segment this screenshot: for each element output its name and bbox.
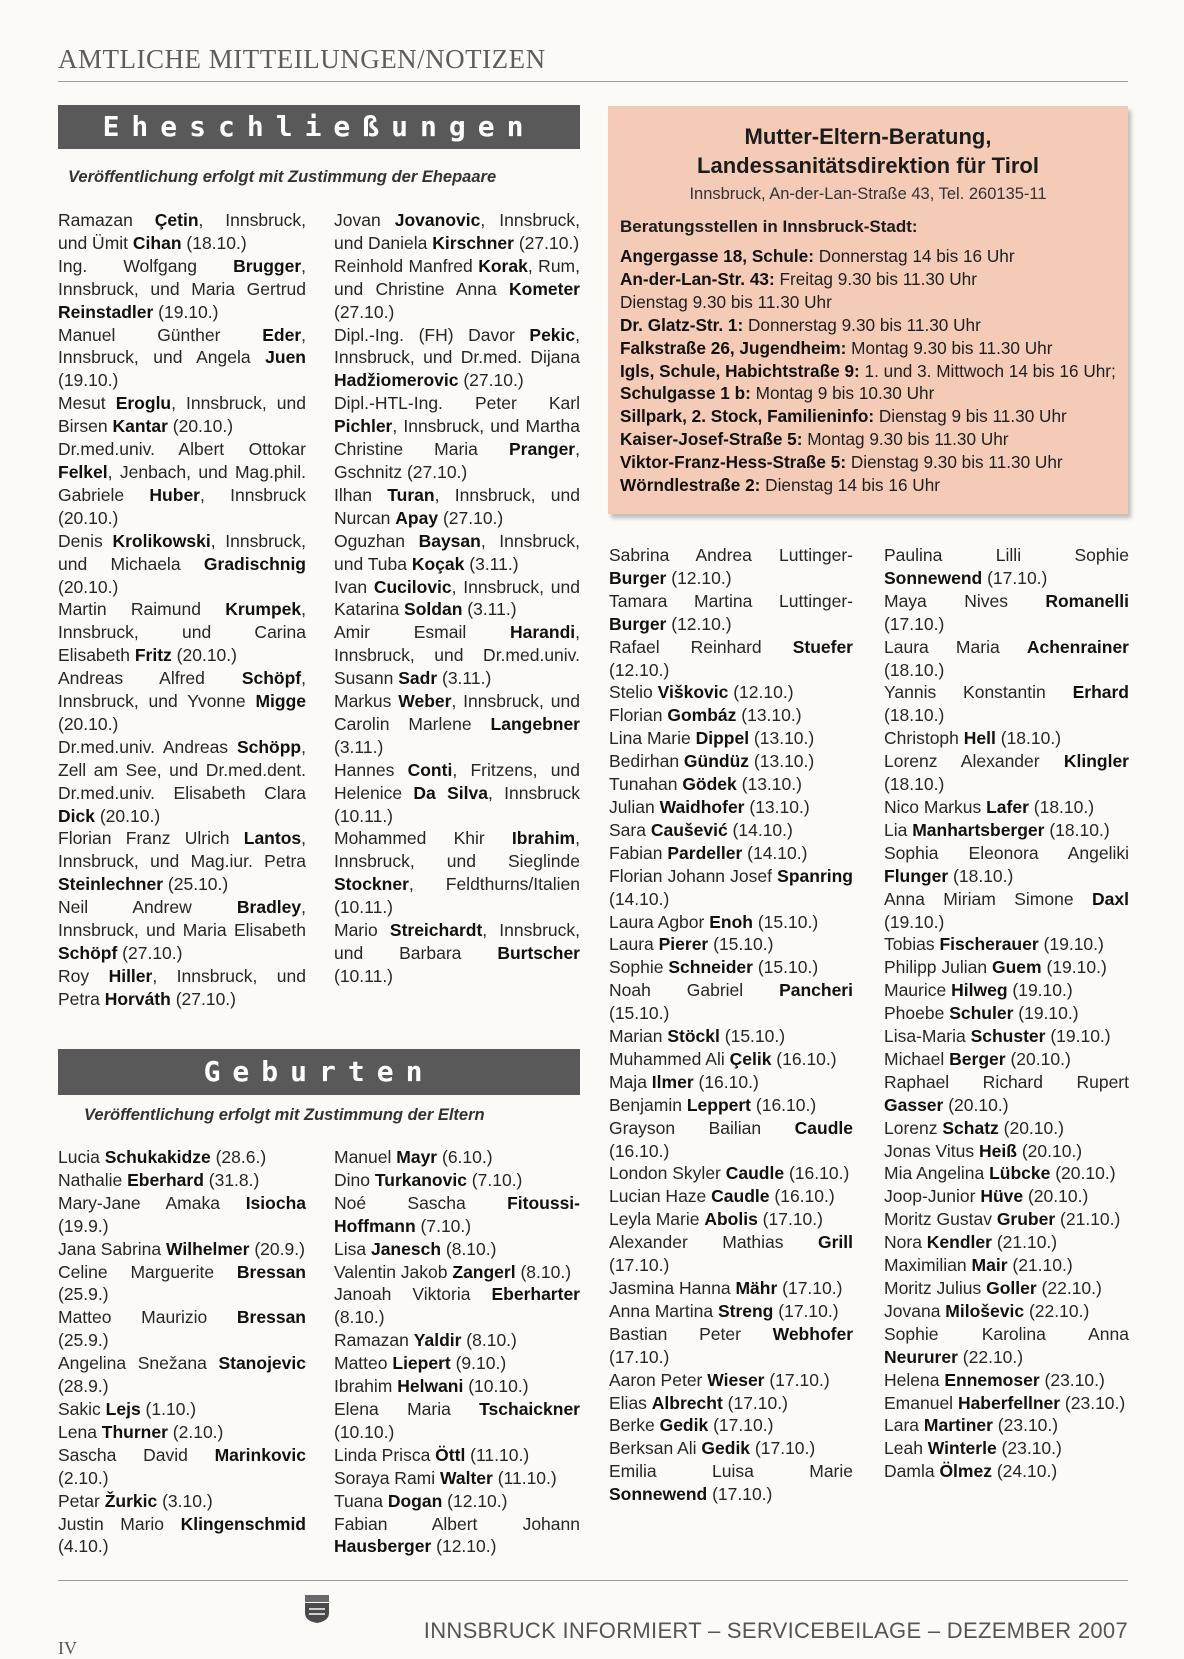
entry: Nathalie Eberhard (31.8.) [58,1169,260,1190]
entry: Joop-Junior Hüve (20.10.) [884,1186,1089,1207]
entry: Damla Ölmez (24.10.) [884,1461,1058,1482]
entry: Andreas Alfred Schöpf, Innsbruck, und Yvonne Migge (20.10.) [58,668,306,734]
entry: Ramazan Yaldir (8.10.) [334,1330,517,1351]
entry: Mary-Jane Amaka Isiocha (19.9.) [58,1192,306,1236]
footer-publication: INNSBRUCK INFORMIERT – SERVICEBEILAGE – DEZEMBER 2007 [423,1618,1128,1643]
entry: Sascha David Marinkovic (2.10.) [58,1444,306,1488]
page-number: IV [58,1638,77,1658]
entry: Laura Maria Achenrainer (18.10.) [884,636,1129,680]
entry: Lara Martiner (23.10.) [884,1415,1059,1436]
entry: Mia Angelina Lübcke (20.10.) [884,1163,1116,1184]
entry: Elias Albrecht (17.10.) [609,1392,788,1413]
page-header: AMTLICHE MITTEILUNGEN/NOTIZEN [58,44,546,74]
births-subtitle: Veröffentlichung erfolgt mit Zustimmung der Eltern [84,1106,485,1124]
births-column-4 [884,544,1129,1483]
entry: Bastian Peter Webhofer (17.10.) [609,1323,853,1367]
location: Kaiser-Josef-Straße 5: Montag 9.30 bis 11.30 Uhr [620,429,1009,450]
entry: Markus Weber, Innsbruck, und Carolin Marlene Langebner (3.11.) [334,691,580,757]
entry: Dr.med.univ. Albert Ottokar Felkel, Jenbach, und Mag.phil. Gabriele Huber, Innsbruck (20.10.) [58,439,306,528]
entry: Florian Johann Josef Spanring (14.10.) [609,865,853,909]
births-banner [58,1049,580,1095]
location: Angergasse 18, Schule: Donnerstag 14 bis 16 Uhr [620,246,1015,266]
marriages-column-2 [334,209,580,988]
births-title: Geburten [203,1055,435,1088]
births-column-1 [58,1146,306,1558]
entry: Phoebe Schuler (19.10.) [884,1003,1079,1024]
entry: Benjamin Leppert (16.10.) [609,1094,817,1115]
entry: Tamara Martina Luttinger-Burger (12.10.) [609,590,853,634]
entry: Celine Marguerite Bressan (25.9.) [58,1261,306,1305]
marriages-subtitle: Veröffentlichung erfolgt mit Zustimmung der Ehepaare [68,168,497,186]
location: Igls, Schule, Habichtstraße 9: 1. und 3. Mittwoch 14 bis 16 Uhr; Schulgasse 1 b: Montag 9 bis 10.30 Uhr [620,360,1116,404]
entry: Anna Martina Streng (17.10.) [609,1300,839,1321]
entry: Aaron Peter Wieser (17.10.) [609,1369,830,1390]
entry: Justin Mario Klingenschmid (4.10.) [58,1513,306,1557]
entry: Raphael Richard Rupert Gasser (20.10.) [884,1071,1129,1115]
entry: Sophie Schneider (15.10.) [609,957,819,978]
entry: Dino Turkanovic (7.10.) [334,1169,523,1190]
entry: Emanuel Haberfellner (23.10.) [884,1392,1126,1413]
entry: Stelio Viškovic (12.10.) [609,682,794,703]
entry: Berke Gedik (17.10.) [609,1415,774,1436]
entry: Paulina Lilli Sophie Sonnewend (17.10.) [884,545,1129,588]
marriages-title: Eheschließungen [102,110,536,143]
entry: Amir Esmail Harandi, Innsbruck, und Dr.med.univ. Susann Sadr (3.11.) [334,622,580,689]
entry: Sophie Karolina Anna Neururer (22.10.) [884,1323,1129,1367]
entry: Tuana Dogan (12.10.) [334,1490,508,1511]
entry: Martin Raimund Krumpek, Innsbruck, und Carina Elisabeth Fritz (20.10.) [58,599,306,666]
entry: Lucia Schukakidze (28.6.) [58,1147,267,1167]
location: Sillpark, 2. Stock, Familieninfo: Dienstag 9 bis 11.30 Uhr [620,406,1067,427]
entry: Tunahan Gödek (13.10.) [609,774,802,795]
entry: Jovana Miloševic (22.10.) [884,1300,1090,1321]
entry: Valentin Jakob Zangerl (8.10.) [334,1261,572,1282]
entry: Maya Nives Romanelli (17.10.) [884,590,1129,634]
entry: Sabrina Andrea Luttinger-Burger (12.10.) [609,545,853,588]
entry: Angelina Snežana Stanojevic (28.9.) [58,1353,306,1397]
entry: Ilhan Turan, Innsbruck, und Nurcan Apay (27.10.) [334,484,580,528]
entry: Dipl.-Ing. (FH) Davor Pekic, Innsbruck, und Dr.med. Dijana Hadžiomerovic (27.10.) [334,324,580,391]
entry: Maja Ilmer (16.10.) [609,1071,759,1092]
footer-rule [58,1580,1128,1581]
location: Falkstraße 26, Jugendheim: Montag 9.30 bis 11.30 Uhr [620,337,1053,358]
entry: Laura Pierer (15.10.) [609,934,774,955]
city-crest-icon [304,1594,330,1624]
entry: Christoph Hell (18.10.) [884,728,1062,749]
entry: Fabian Albert Johann Hausberger (12.10.) [334,1513,580,1557]
counseling-title: Mutter-Eltern-Beratung, Landessanitätsdirektion für Tirol [697,124,1039,178]
entry: Dr.med.univ. Andreas Schöpp, Zell am See, und Dr.med.dent. Dr.med.univ. Elisabeth Clara Dick (20.10.) [58,736,306,826]
entry: Roy Hiller, Innsbruck, und Petra Horváth (27.10.) [58,965,306,1009]
entry: Yannis Konstantin Erhard (18.10.) [884,682,1129,726]
entry: Lena Thurner (2.10.) [58,1421,224,1442]
entry: Noé Sascha Fitoussi-Hoffmann (7.10.) [334,1192,580,1236]
entry: Berksan Ali Gedik (17.10.) [609,1438,816,1459]
location: An-der-Lan-Str. 43: Freitag 9.30 bis 11.30 Uhr Dienstag 9.30 bis 11.30 Uhr [620,268,977,312]
entry: Jasmina Hanna Mähr (17.10.) [609,1278,843,1298]
entry: Leyla Marie Abolis (17.10.) [609,1209,823,1230]
entry: Janoah Viktoria Eberharter (8.10.) [334,1284,580,1328]
location: Dr. Glatz-Str. 1: Donnerstag 9.30 bis 11.30 Uhr [620,314,981,335]
entry: Sophia Eleonora Angeliki Flunger (18.10.) [884,842,1129,886]
entry: Linda Prisca Öttl (11.10.) [334,1444,530,1465]
counseling-address: Innsbruck, An-der-Lan-Straße 43, Tel. 260135-11 [689,185,1047,203]
entry: Fabian Pardeller (14.10.) [609,842,808,863]
entry: Mesut Eroglu, Innsbruck, und Birsen Kantar (20.10.) [58,393,306,437]
entry: Jonas Vitus Heiß (20.10.) [884,1140,1083,1161]
header-rule [58,81,1128,82]
entry: Maurice Hilweg (19.10.) [884,980,1073,1001]
entry: Oguzhan Baysan, Innsbruck, und Tuba Koçak (3.11.) [334,530,580,574]
entry: Mario Streichardt, Innsbruck, und Barbara Burtscher (10.11.) [334,920,580,986]
entry: Denis Krolikowski, Innsbruck, und Michaela Gradischnig (20.10.) [58,530,306,597]
entry: Noah Gabriel Pancheri (15.10.) [609,980,853,1024]
entry: Hannes Conti, Fritzens, und Helenice Da Silva, Innsbruck (10.11.) [334,759,580,826]
entry: Julian Waidhofer (13.10.) [609,796,810,817]
births-column-2 [334,1146,580,1558]
entry: Jana Sabrina Wilhelmer (20.9.) [58,1238,305,1259]
entry: Dipl.-HTL-Ing. Peter Karl Pichler, Innsbruck, und Martha Christine Maria Pranger, Gschnitz (27.10.) [334,393,580,482]
entry: Muhammed Ali Çelik (16.10.) [609,1048,837,1069]
entry: Lucian Haze Caudle (16.10.) [609,1186,835,1207]
entry: Lina Marie Dippel (13.10.) [609,728,815,749]
entry: Matteo Maurizio Bressan (25.9.) [58,1307,306,1351]
entry: Ramazan Çetin, Innsbruck, und Ümit Cihan (18.10.) [58,210,306,253]
entry: Laura Agbor Enoh (15.10.) [609,911,819,932]
entry: Anna Miriam Simone Daxl (19.10.) [884,888,1129,932]
entry: Florian Gombáz (13.10.) [609,705,802,726]
location: Viktor-Franz-Hess-Straße 5: Dienstag 9.30 bis 11.30 Uhr [620,452,1063,473]
entry: Lisa-Maria Schuster (19.10.) [884,1026,1111,1047]
entry: Bedirhan Gündüz (13.10.) [609,751,815,772]
entry: Mohammed Khir Ibrahim, Innsbruck, und Sieglinde Stockner, Feldthurns/Italien (10.11.) [334,828,580,918]
entry: Manuel Mayr (6.10.) [334,1147,493,1167]
entry: Rafael Reinhard Stuefer (12.10.) [609,636,853,680]
marriages-column-1 [58,209,306,1011]
entry: Moritz Julius Goller (22.10.) [884,1278,1102,1298]
entry: Maximilian Mair (21.10.) [884,1255,1073,1276]
entry: Matteo Liepert (9.10.) [334,1353,507,1374]
entry: Michael Berger (20.10.) [884,1048,1071,1069]
location: Wörndlestraße 2: Dienstag 14 bis 16 Uhr [620,475,941,496]
entry: Sara Caušević (14.10.) [609,819,793,840]
counseling-box [608,106,1128,514]
entry: Marian Stöckl (15.10.) [609,1026,786,1047]
entry: Neil Andrew Bradley, Innsbruck, und Maria Elisabeth Schöpf (27.10.) [58,897,306,963]
entry: Philipp Julian Guem (19.10.) [884,957,1107,978]
entry: Jovan Jovanovic, Innsbruck, und Daniela Kirschner (27.10.) [334,210,580,253]
entry: Nora Kendler (21.10.) [884,1232,1058,1253]
entry: Manuel Günther Eder, Innsbruck, und Angela Juen (19.10.) [58,324,306,391]
entry: Alexander Mathias Grill (17.10.) [609,1232,853,1276]
entry: Nico Markus Lafer (18.10.) [884,796,1095,817]
entry: London Skyler Caudle (16.10.) [609,1163,850,1184]
entry: Lisa Janesch (8.10.) [334,1238,497,1259]
births-column-3 [609,544,853,1506]
entry: Lorenz Schatz (20.10.) [884,1117,1064,1138]
entry: Sakic Lejs (1.10.) [58,1398,197,1419]
entry: Reinhold Manfred Korak, Rum, und Christine Anna Kometer (27.10.) [334,255,580,322]
entry: Lia Manhartsberger (18.10.) [884,819,1110,840]
entry: Lorenz Alexander Klingler (18.10.) [884,751,1129,795]
entry: Petar Žurkic (3.10.) [58,1490,213,1511]
entry: Elena Maria Tschaickner (10.10.) [334,1398,580,1442]
entry: Ibrahim Helwani (10.10.) [334,1376,529,1397]
entry: Tobias Fischerauer (19.10.) [884,934,1104,955]
counseling-locations [620,245,1120,497]
entry: Soraya Rami Walter (11.10.) [334,1467,557,1488]
entry: Grayson Bailian Caudle (16.10.) [609,1117,853,1161]
marriages-banner [58,105,580,149]
entry: Leah Winterle (23.10.) [884,1438,1062,1459]
entry: Moritz Gustav Gruber (21.10.) [884,1209,1121,1230]
counseling-locations-heading: Beratungsstellen in Innsbruck-Stadt: [620,217,918,236]
entry: Florian Franz Ulrich Lantos, Innsbruck, und Mag.iur. Petra Steinlechner (25.10.) [58,828,306,895]
entry: Ivan Cucilovic, Innsbruck, und Katarina Soldan (3.11.) [334,576,580,620]
entry: Helena Ennemoser (23.10.) [884,1369,1105,1390]
entry: Emilia Luisa Marie Sonnewend (17.10.) [609,1461,853,1505]
entry: Ing. Wolfgang Brugger, Innsbruck, und Maria Gertrud Reinstadler (19.10.) [58,255,306,322]
